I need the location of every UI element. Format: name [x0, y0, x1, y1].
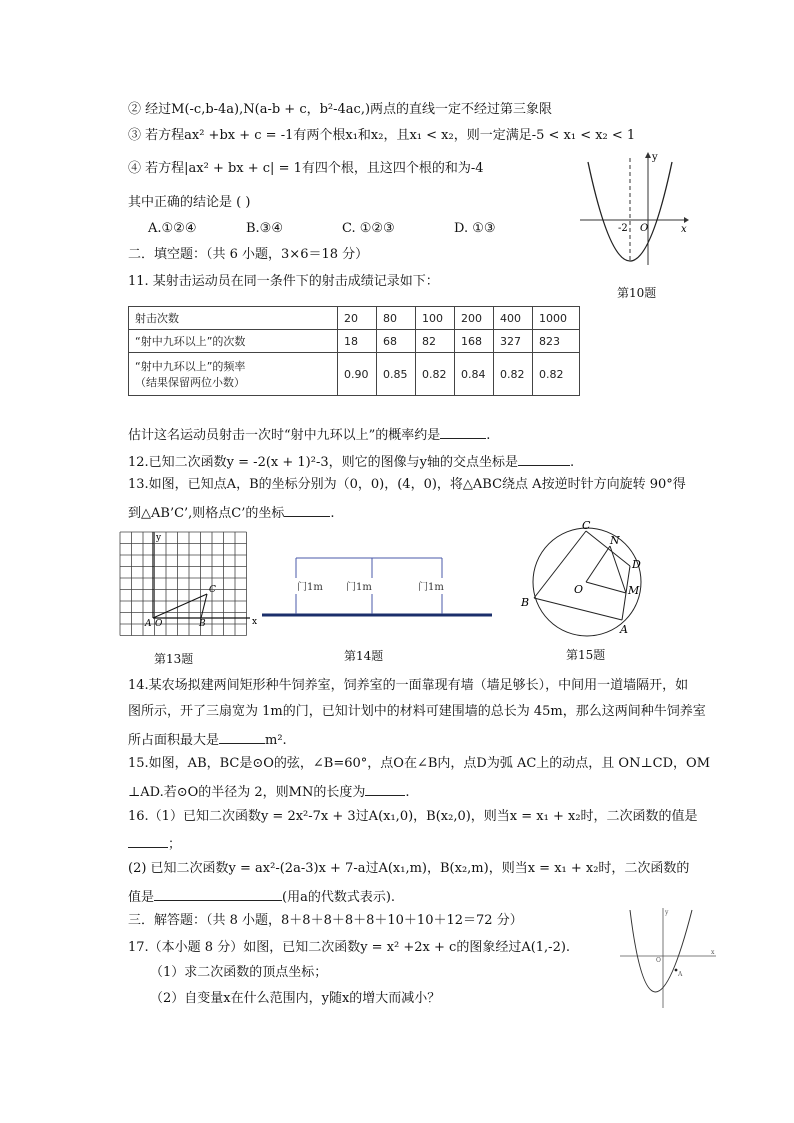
q15-line-1: 15.如图，AB，BC是⊙O的弦，∠B=60°，点O在∠B内，点D为弧 AC上的动点，且 ON⊥CD，OM: [128, 756, 711, 771]
q12-text: 12.已知二次函数y = -2(x + 1)²-3，则它的图像与y轴的交点坐标是: [128, 455, 518, 470]
q16-line-2-end: ；: [168, 837, 182, 852]
origin-label: O: [656, 957, 661, 964]
q14-caption: 第14题: [344, 649, 384, 663]
table-cell: [129, 353, 338, 396]
q16-line-3: (2) 已知二次函数y = ax²-(2a-3)x + 7-a过A(x₁,m)，B(x₂,m)，则当x = x₁ + x₂时，二次函数的: [128, 861, 690, 876]
minus-two-label: -2: [618, 223, 628, 234]
point-a-label: A: [620, 623, 628, 636]
q10-option-d: D. ①③: [454, 221, 496, 236]
door-label-1: 门1m: [297, 582, 323, 593]
q12-end: .: [569, 455, 575, 470]
frequency-note: （结果保留两位小数）: [135, 376, 245, 389]
q13-end: .: [330, 506, 335, 521]
y-label: y: [665, 909, 669, 916]
q15-circle-figure: [512, 520, 662, 650]
table-cell: 0.82: [494, 353, 533, 396]
q11-record-table: [128, 306, 580, 396]
table-cell: “射中九环以上”的次数: [129, 330, 338, 353]
q14-text: 所占面积最大是: [128, 733, 220, 748]
q17-line-1: 17.（本小题 8 分）如图，已知二次函数y = x² +2x + c的图象经过A(1,-2).: [128, 940, 571, 955]
table-cell: 327: [494, 330, 533, 353]
q17-parabola-figure: [616, 904, 720, 1010]
parabola-curve: [588, 162, 672, 261]
segment-bc: [201, 594, 207, 618]
grid-lines: [120, 532, 247, 636]
table-cell: 0.84: [455, 353, 494, 396]
q17-sub-2: （2）自变量x在什么范围内，y随x的增大而减小？: [150, 991, 441, 1006]
table-cell: 20: [338, 307, 377, 330]
answer-blank: [128, 833, 168, 848]
table-cell: 168: [455, 330, 494, 353]
section-2-title: 二．填空题：（共 6 小题，3×6＝18 分）: [128, 247, 369, 262]
x-axis-arrow-icon: [684, 217, 689, 223]
q13-text: 到△AB’C’,则格点C’的坐标: [128, 506, 285, 521]
origin-label: O: [155, 619, 163, 629]
table-cell: 0.82: [416, 353, 455, 396]
segment-on: [586, 546, 610, 582]
answer-blank: [154, 886, 282, 901]
x-label: x: [681, 224, 687, 235]
q11-question: [128, 424, 490, 445]
table-row: [129, 307, 580, 330]
q10-figure-caption: 第10题: [617, 286, 657, 300]
chord-ba: [534, 598, 622, 620]
table-cell: 18: [338, 330, 377, 353]
answer-blank: [365, 781, 405, 796]
table-cell: 1000: [533, 307, 580, 330]
door-label-2: 门1m: [346, 582, 372, 593]
y-label: y: [652, 152, 658, 163]
q14-line-3: [128, 729, 287, 750]
segment-nm: [610, 546, 626, 593]
q11-question-text: 估计这名运动员射击一次时“射中九环以上”的概率约是: [128, 428, 441, 443]
table-row: [129, 353, 580, 396]
table-cell: 射击次数: [129, 307, 338, 330]
q14-line-1: 14.某农场拟建两间矩形种牛饲养室，饲养室的一面靠现有墙（墙足够长），中间用一道墙隔开，如: [128, 678, 689, 693]
q17-sub-1: （1）求二次函数的顶点坐标；: [150, 965, 328, 980]
x-label: x: [711, 949, 715, 956]
table-row: [129, 330, 580, 353]
q16-end: (用a的代数式表示).: [282, 890, 396, 905]
answer-blank: [219, 729, 265, 744]
x-label: x: [252, 617, 258, 627]
point-n-label: N: [610, 534, 620, 547]
q15-line-2: [128, 781, 410, 802]
q16-text: 值是: [128, 890, 155, 905]
q10-option-b: B.③④: [246, 221, 283, 236]
point-a-label: A: [678, 971, 683, 978]
q13-line-2: [128, 502, 335, 523]
q10-item-2: ② 经过M(-c,b-4a),N(a-b + c，b²-4ac,)两点的直线一定不经过第三象限: [128, 102, 553, 117]
point-a: [675, 969, 678, 972]
table-cell: 80: [377, 307, 416, 330]
q16-line-4: [128, 886, 395, 907]
q10-option-c: C. ①②③: [342, 221, 395, 236]
segment-om: [586, 582, 626, 593]
q11-text: 11. 某射击运动员在同一条件下的射击成绩记录如下：: [128, 274, 439, 289]
q10-item-4: ④ 若方程|ax² + bx + c| = 1有四个根，且这四个根的和为-4: [128, 161, 484, 176]
q16-line-2: [128, 833, 181, 854]
q13-grid-figure: [114, 528, 260, 644]
table-cell: 0.90: [338, 353, 377, 396]
center-o-label: O: [574, 583, 584, 596]
point-m-label: M: [628, 584, 640, 597]
q15-caption: 第15题: [566, 648, 606, 662]
y-axis-arrow-icon: [645, 152, 651, 158]
frequency-label: “射中九环以上”的频率: [135, 360, 246, 373]
point-a-label: A: [145, 619, 152, 629]
table-cell: 200: [455, 307, 494, 330]
origin-label: O: [640, 223, 649, 234]
table-cell: 0.85: [377, 353, 416, 396]
q12: [128, 451, 574, 472]
q14-end: m².: [265, 733, 287, 748]
point-b-label: B: [521, 596, 530, 609]
parabola-curve: [630, 910, 692, 992]
q15-end: .: [405, 785, 410, 800]
q13-caption: 第13题: [154, 652, 194, 666]
table-cell: 0.82: [533, 353, 580, 396]
y-label: y: [156, 533, 162, 543]
table-cell: 823: [533, 330, 580, 353]
table-cell: 100: [416, 307, 455, 330]
answer-blank: [518, 451, 570, 466]
table-cell: 68: [377, 330, 416, 353]
q14-line-2: 图所示，开了三扇宽为 1m的门，已知计划中的材料可建围墙的总长为 45m，那么这两间种牛饲养室: [128, 704, 706, 719]
q15-text: ⊥AD.若⊙O的半径为 2，则MN的长度为: [128, 785, 366, 800]
q16-line-1: 16.（1）已知二次函数y = 2x²-7x + 3过A(x₁,0)，B(x₂,0)，则当x = x₁ + x₂时，二次函数的值是: [128, 809, 698, 824]
point-c-label: C: [582, 520, 591, 532]
section-3-title: 三．解答题：（共 8 小题，8＋8＋8＋8＋8＋10＋10＋12＝72 分）: [128, 913, 523, 928]
answer-blank: [440, 424, 486, 439]
q11-question-end: .: [486, 428, 491, 443]
table-cell: 400: [494, 307, 533, 330]
answer-blank: [284, 502, 330, 517]
door-label-3: 门1m: [418, 582, 444, 593]
q13-line-1: 13.如图，已知点A，B的坐标分别为（0，0)，(4，0)，将△ABC绕点 A按逆时针方向旋转 90°得: [128, 477, 686, 492]
q10-option-a: A.①②④: [148, 221, 197, 236]
point-b-label: B: [199, 619, 206, 629]
point-d-label: D: [632, 558, 641, 571]
q10-item-3: ③ 若方程ax² +bx + c = -1有两个根x₁和x₂，且x₁ < x₂，则一定满足-5 < x₁ < x₂ < 1: [128, 128, 636, 143]
point-c-label: C: [209, 585, 216, 595]
q10-prompt: 其中正确的结论是 ( ): [128, 195, 251, 210]
q14-enclosure-figure: [262, 550, 494, 624]
segment-ac: [153, 594, 207, 618]
table-cell: 82: [416, 330, 455, 353]
q10-parabola-figure: [580, 150, 690, 270]
